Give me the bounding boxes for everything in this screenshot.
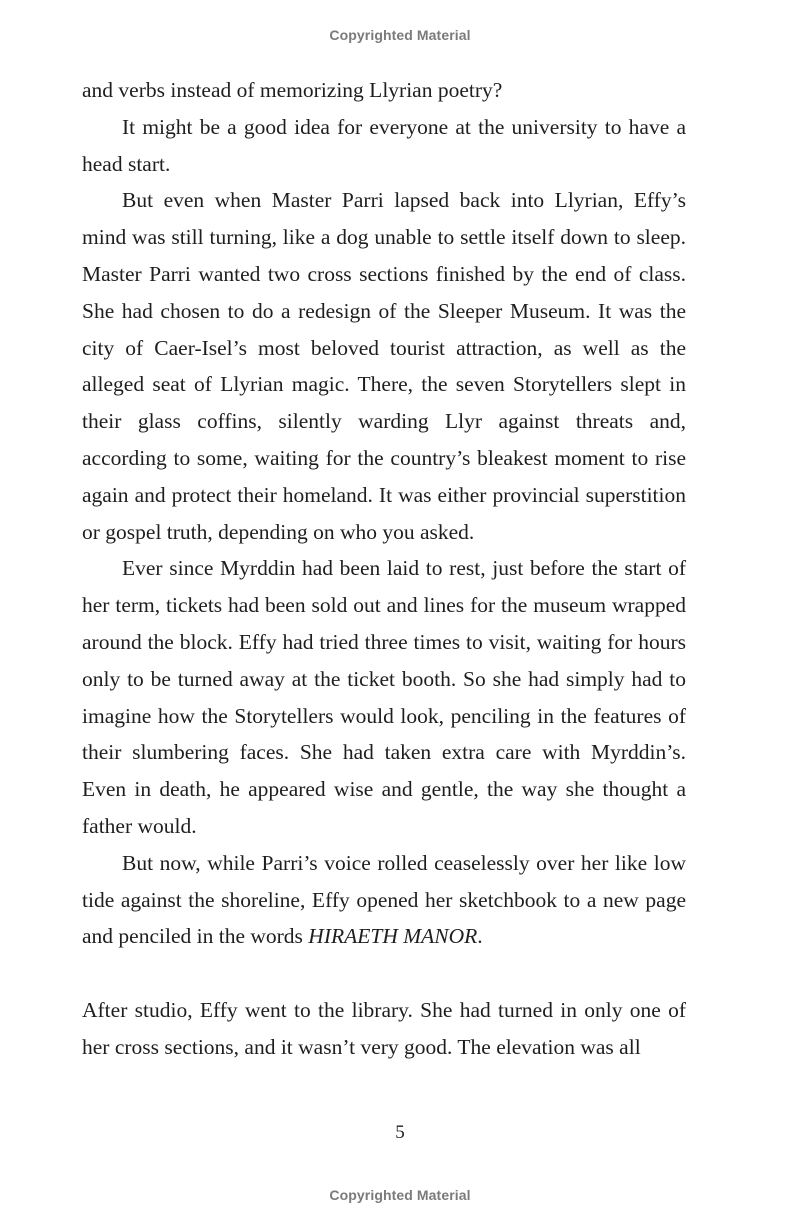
copyright-notice-bottom: Copyrighted Material <box>329 1187 471 1203</box>
paragraph-4: Ever since Myrddin had been laid to rest, just before the start of her term, tickets had been sold out and lines for the museum wrapped around the block. Effy had tried three times to visit, waiting for hours only to be turned away at the ticket booth. So she had simply had to imagine how the Storytellers would look, penciling in the features of their slumbering faces. She had taken extra care with Myrddin’s. Even in death, he appeared wise and gentle, the way she thought a father would. <box>82 556 686 838</box>
paragraph-5 <box>82 845 686 955</box>
paragraph-1: and verbs instead of memorizing Llyrian poetry? <box>82 78 503 102</box>
paragraph-5-end: . <box>477 924 483 949</box>
paragraph-5-text: But now, while Parri’s voice rolled ceaselessly over her like low tide against the shoreline, Effy opened her sketchbook to a new page and penciled in the words <box>82 850 686 949</box>
page-number: 5 <box>395 1122 405 1143</box>
emphasized-title: HIRAETH MANOR <box>308 924 478 949</box>
paragraph-2: It might be a good idea for everyone at the university to have a head start. <box>82 114 686 176</box>
body-text <box>82 72 686 1066</box>
paragraph-3: But even when Master Parri lapsed back into Llyrian, Effy’s mind was still turning, like a dog unable to settle itself down to sleep. Master Parri wanted two cross sections finished by the end of class. She had chosen to do a redesign of the Sleeper Museum. It was the city of Caer-Isel’s most beloved tourist attraction, as well as the alleged seat of Llyrian magic. There, the seven Storytellers slept in their glass coffins, silently warding Llyr against threats and, according to some, waiting for the country’s bleakest moment to rise again and protect their homeland. It was either provincial superstition or gospel truth, depending on who you asked. <box>82 188 686 544</box>
paragraph-6: After studio, Effy went to the library. She had turned in only one of her cross sections, and it wasn’t very good. The elevation was all <box>82 997 686 1059</box>
copyright-notice-top: Copyrighted Material <box>329 27 471 43</box>
